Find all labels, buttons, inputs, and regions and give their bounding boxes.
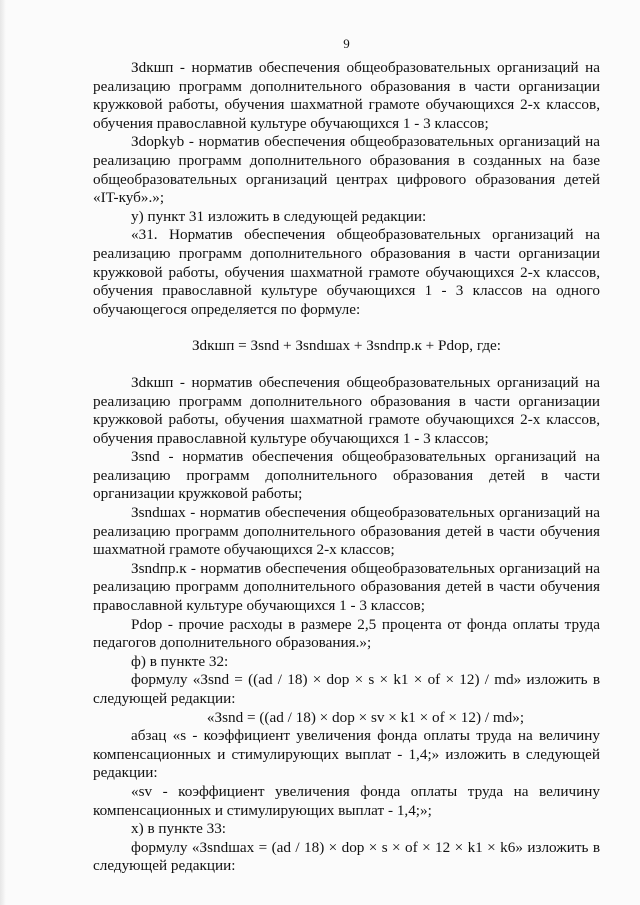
paragraph-zdkshp-definition-2: Зdкшп - норматив обеспечения общеобразовательных организаций на реализацию программ дополнительного образования в части организации кружковой работы, обучения шахматной грамоте обучающихся 2-х классов, обучения православной культуре обучающихся 1 - 3 классов; bbox=[93, 373, 600, 447]
formula-zdkshp: Зdкшп = Зsnd + Зsndшах + Зsndпр.к + Pdop, где: bbox=[191, 337, 502, 355]
paragraph-zsndshakh-definition: Зsndшах - норматив обеспечения общеобразовательных организаций на реализацию программ дополнительного образования детей в части обучения шахматной грамоте обучающихся 2-х классов; bbox=[93, 504, 600, 559]
paragraph-formula-zsndshakh: формулу «Зsndшах = (ad / 18) × dop × s × of × 12 × k1 × k6» изложить в следующей редакции: bbox=[93, 838, 600, 875]
paragraph-item-u: у) пункт 31 изложить в следующей редакции: bbox=[131, 207, 427, 225]
formula-zsnd-new: «Зsnd = ((ad / 18) × dop × sv × k1 × of × 12) / md»; bbox=[206, 708, 525, 726]
paragraph-sv-definition: «sv - коэффициент увеличения фонда оплаты труда на величину компенсационных и стимулирующих выплат - 1,4;»; bbox=[93, 782, 600, 819]
paragraph-zsnd-definition: Зsnd - норматив обеспечения общеобразовательных организаций на реализацию программ дополнительного образования детей в части организации кружковой работы; bbox=[93, 448, 600, 503]
paragraph-zdopkyb-definition: Зdopkyb - норматив обеспечения общеобразовательных организаций на реализацию программ дополнительного образования в созданных на базе общеобразовательных организаций центрах цифрового образования детей «IT-куб».»; bbox=[93, 133, 600, 207]
paragraph-item-kh: х) в пункте 33: bbox=[131, 820, 227, 838]
document-body bbox=[93, 59, 600, 876]
paragraph-formula-zsnd-old: формулу «Зsnd = ((ad / 18) × dop × s × k1 × of × 12) / md» изложить в следующей редакции: bbox=[93, 671, 600, 707]
page-number: 9 bbox=[343, 36, 350, 51]
paragraph-pdop-definition: Pdop - прочие расходы в размере 2,5 процента от фонда оплаты труда педагогов дополнительного образования.»; bbox=[93, 615, 600, 652]
paragraph-item-f: ф) в пункте 32: bbox=[131, 652, 229, 670]
paragraph-point-31: «31. Норматив обеспечения общеобразовательных организаций на реализацию программ дополнительного образования в части организации кружковой работы, обучения шахматной грамоте обучающихся 2-х классов, обучения православной культуре обучающихся 1 - 3 классов на одного обучающегося определяется по формуле: bbox=[93, 226, 600, 318]
paragraph-zsndprk-definition: Зsndпр.к - норматив обеспечения общеобразовательных организаций на реализацию программ дополнительного образования детей в части обучения православной культуре обучающихся 1 - 3 классов; bbox=[93, 559, 600, 615]
scan-edge-shadow bbox=[0, 0, 6, 905]
paragraph-zdkshp-definition: Зdкшп - норматив обеспечения общеобразовательных организаций на реализацию программ дополнительного образования в части организации кружковой работы, обучения шахматной грамоте обучающихся 2-х классов, обучения православной культуре обучающихся 1 - 3 классов; bbox=[93, 59, 600, 132]
paragraph-abzac-s: абзац «s - коэффициент увеличения фонда оплаты труда на величину компенсационных и стимулирующих выплат - 1,4;» изложить в следующей редакции: bbox=[93, 727, 600, 782]
